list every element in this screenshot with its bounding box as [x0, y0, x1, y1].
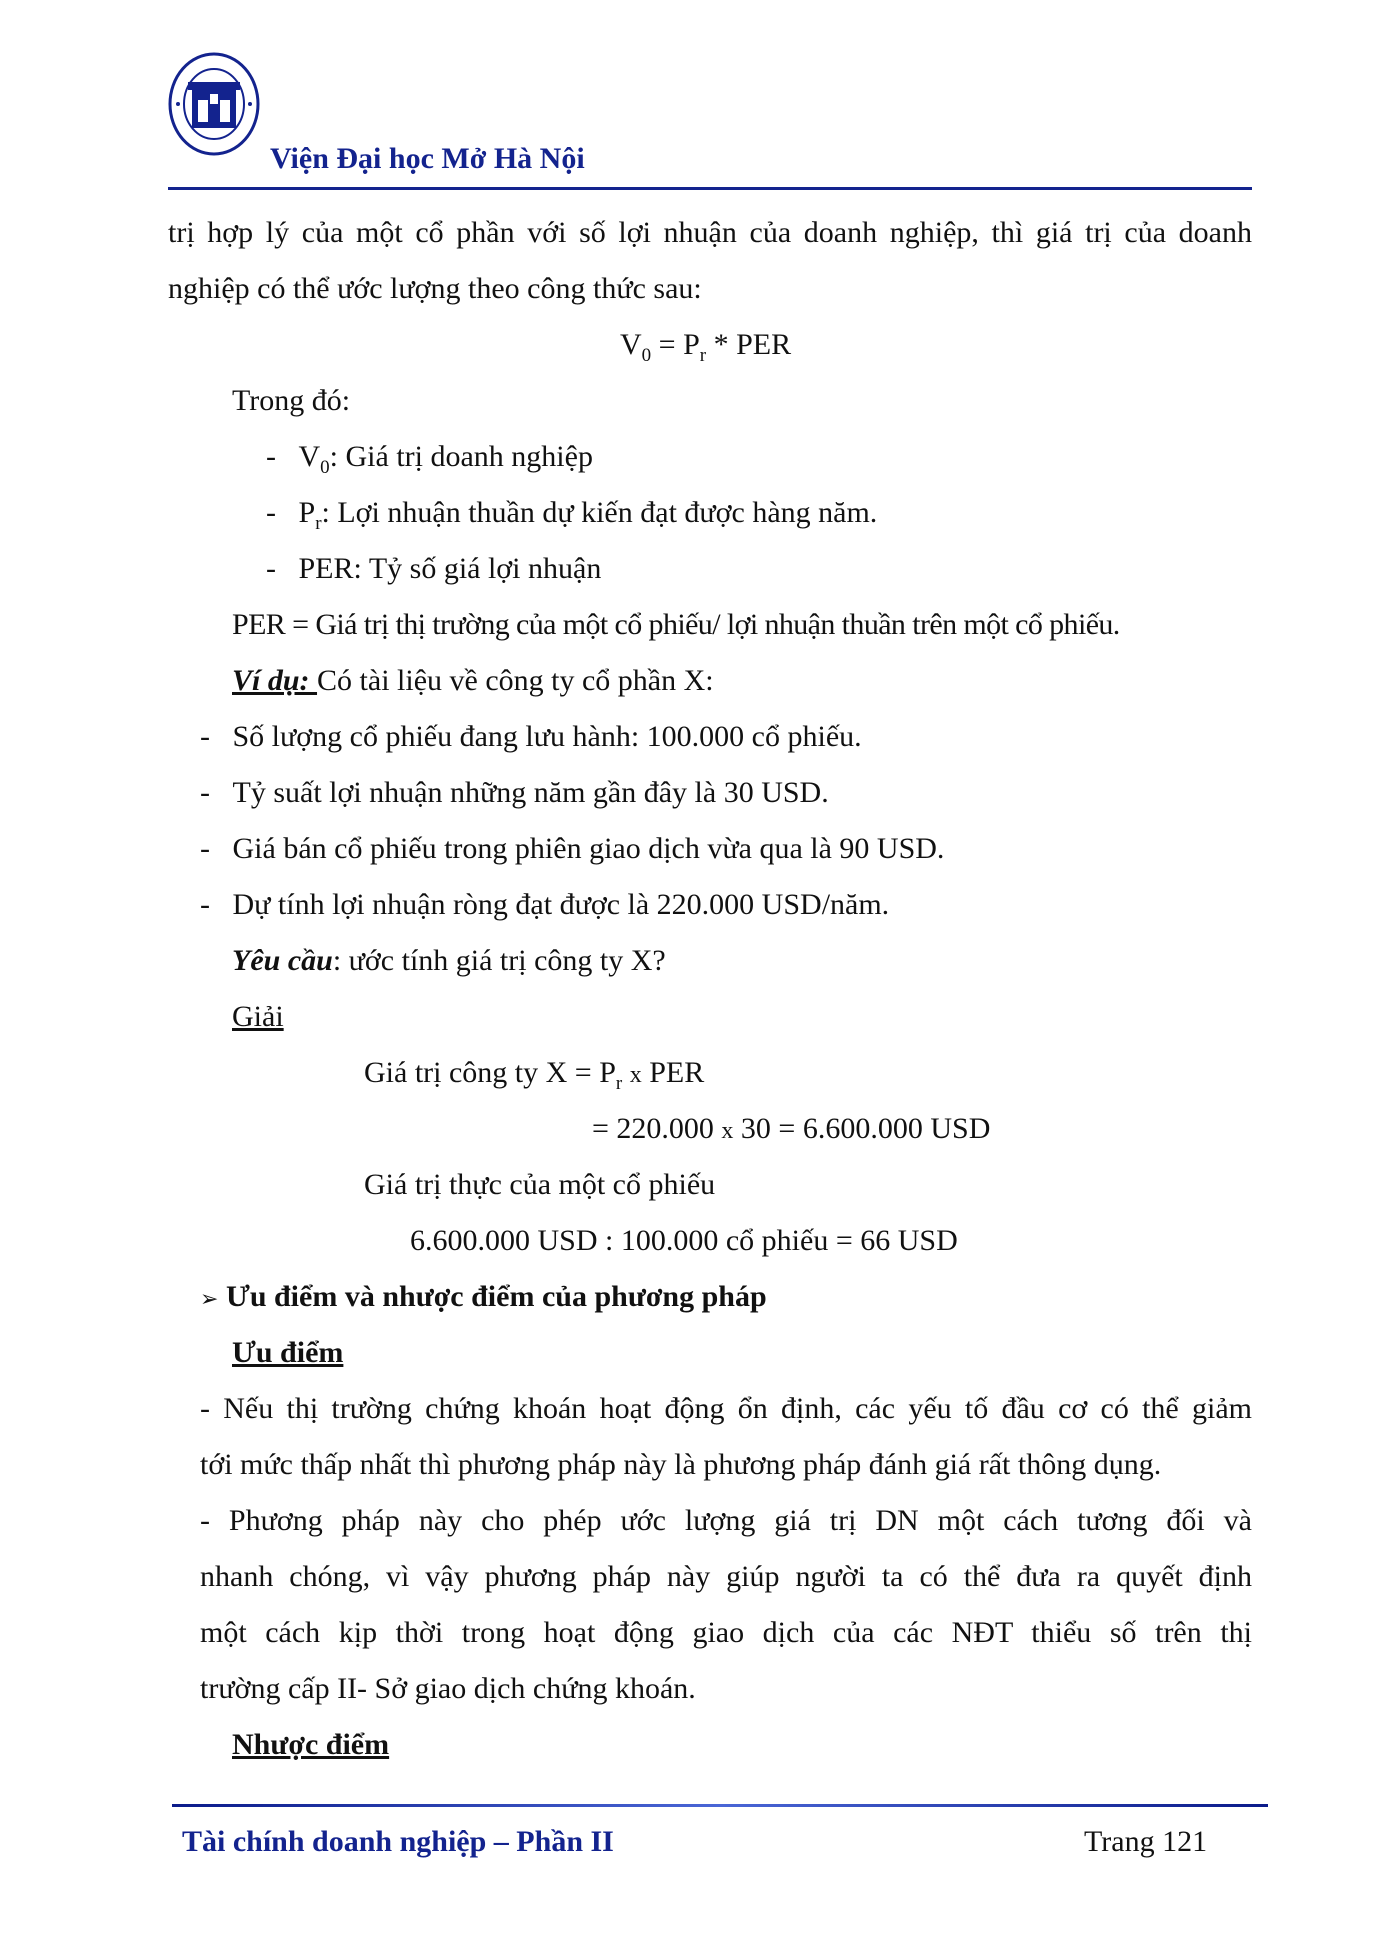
example-item: - Dự tính lợi nhuận ròng đạt được là 220.000 USD/năm. [200, 888, 890, 921]
calc-line-4: 6.600.000 USD : 100.000 cổ phiếu = 66 USD [410, 1224, 958, 1257]
cons-heading: Nhược điểm [232, 1728, 390, 1761]
where-label: Trong đó: [232, 384, 351, 417]
university-logo [168, 52, 260, 156]
definition-pr: - $P_r$: Lợi nhuận thuần dự kiến đạt được hàng năm. [266, 496, 878, 534]
arrow-bullet-icon: ➢ [200, 1287, 219, 1312]
definition-v0: - $V_0$: Giá trị doanh nghiệp [266, 440, 593, 478]
pros-paragraph-2-line: một cách kịp thời trong hoạt động giao dịch của các NĐT thiểu số trên thị [200, 1616, 1252, 1649]
footer-rule [172, 1804, 1268, 1807]
example-item: - Tỷ suất lợi nhuận những năm gần đây là 30 USD. [200, 776, 829, 809]
pros-paragraph-2-line: - Phương pháp này cho phép ước lượng giá trị DN một cách tương đối và [200, 1504, 1252, 1537]
pros-paragraph-1-line: tới mức thấp nhất thì phương pháp này là phương pháp đánh giá rất thông dụng. [200, 1448, 1162, 1481]
requirement: Yêu cầu: ước tính giá trị công ty X? [232, 944, 666, 977]
definition-per: - PER: Tỷ số giá lợi nhuận [266, 552, 602, 585]
hanoi-open-university-seal-icon [168, 52, 260, 156]
intro-line-2: nghiệp có thể ước lượng theo công thức sau: [168, 272, 702, 305]
header-rule [168, 187, 1252, 190]
per-definition: PER = Giá trị thị trường của một cổ phiếu/ lợi nhuận thuần trên một cổ phiếu. [232, 608, 1120, 641]
valuation-formula: $V_0 = P_r$ * PER [620, 328, 792, 366]
calc-line-1: Giá trị công ty $X = P_r$ x PER [364, 1056, 705, 1094]
solution-label: Giải [232, 1000, 284, 1033]
example-heading: Ví dụ: Có tài liệu về công ty cổ phần X: [232, 664, 714, 697]
footer-title: Tài chính doanh nghiệp – Phần II [182, 1825, 614, 1858]
institute-name: Viện Đại học Mở Hà Nội [270, 142, 585, 175]
pros-heading: Ưu điểm [232, 1336, 344, 1369]
pros-paragraph-1-line: - Nếu thị trường chứng khoán hoạt động ổn định, các yếu tố đầu cơ có thể giảm [200, 1392, 1252, 1425]
example-item: - Giá bán cổ phiếu trong phiên giao dịch vừa qua là 90 USD. [200, 832, 945, 865]
pros-paragraph-2-line: nhanh chóng, vì vậy phương pháp này giúp người ta có thể đưa ra quyết định [200, 1560, 1252, 1593]
section-heading: ➢ Ưu điểm và nhược điểm của phương pháp [200, 1280, 767, 1313]
calc-line-2: = 220.000 x 30 = 6.600.000 USD [592, 1112, 991, 1145]
intro-line-1: trị hợp lý của một cổ phần với số lợi nhuận của doanh nghiệp, thì giá trị của doanh [168, 216, 1252, 249]
page-number: Trang 121 [1084, 1825, 1208, 1858]
example-item: - Số lượng cổ phiếu đang lưu hành: 100.000 cổ phiếu. [200, 720, 862, 753]
pros-paragraph-2-line: trường cấp II- Sở giao dịch chứng khoán. [200, 1672, 696, 1705]
calc-line-3: Giá trị thực của một cổ phiếu [364, 1168, 716, 1201]
